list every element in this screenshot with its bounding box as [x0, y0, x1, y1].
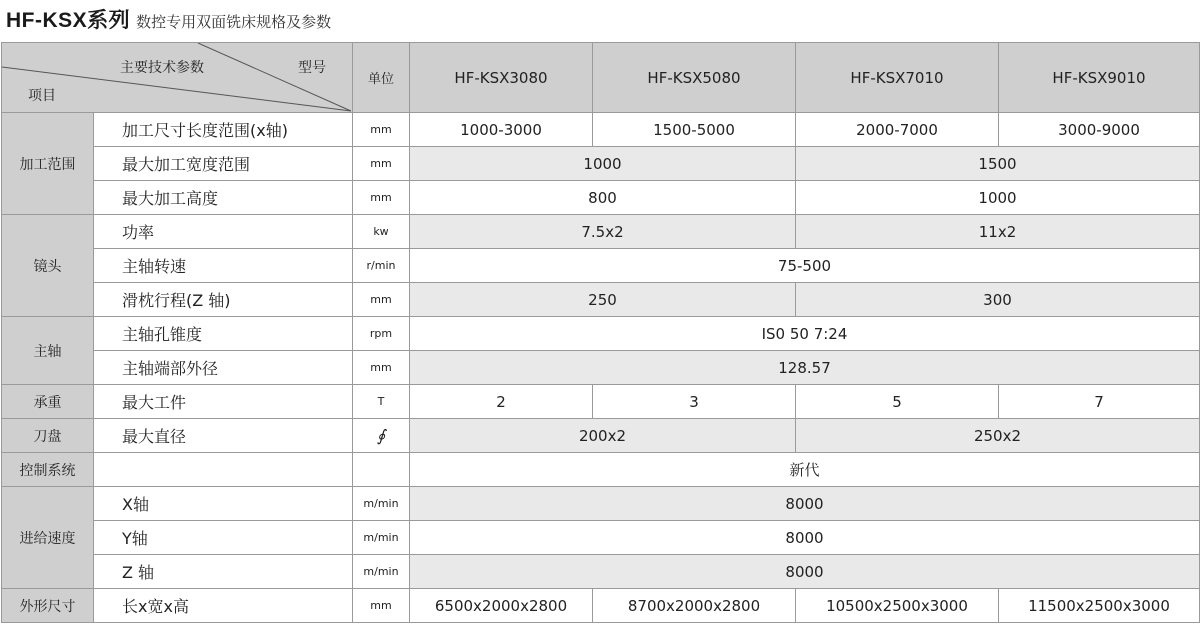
value-cell: 新代: [410, 453, 1200, 487]
item-label: X轴: [94, 487, 353, 521]
value-cell: 1000-3000: [410, 113, 593, 147]
table-row: [2, 589, 1200, 623]
item-label: 主轴端部外径: [94, 351, 353, 385]
item-label: 最大工件: [94, 385, 353, 419]
item-label: 滑枕行程(Z 轴): [94, 283, 353, 317]
item-label: 加工尺寸长度范围(x轴): [94, 113, 353, 147]
table-row: [2, 317, 1200, 351]
table-row: [2, 385, 1200, 419]
table-row: [2, 113, 1200, 147]
series-name: HF-KSX系列: [6, 9, 131, 32]
group-label-head: 镜头: [2, 215, 94, 317]
value-cell: 3000-9000: [999, 113, 1200, 147]
item-label: 主轴转速: [94, 249, 353, 283]
corner-item-label: 项目: [28, 88, 56, 104]
corner-tech-label: 主要技术参数: [120, 60, 204, 76]
value-cell: 2000-7000: [796, 113, 999, 147]
value-cell: 8000: [410, 487, 1200, 521]
unit-cell: mm: [353, 589, 410, 623]
model-header: HF-KSX5080: [593, 43, 796, 113]
table-row: [2, 147, 1200, 181]
group-label-size: 外形尺寸: [2, 589, 94, 623]
value-cell: 250x2: [796, 419, 1200, 453]
model-header: HF-KSX9010: [999, 43, 1200, 113]
unit-cell: mm: [353, 283, 410, 317]
item-label: 长x宽x高: [94, 589, 353, 623]
table-row: [2, 181, 1200, 215]
item-label: 最大加工宽度范围: [94, 147, 353, 181]
value-cell: 8000: [410, 521, 1200, 555]
unit-cell: mm: [353, 113, 410, 147]
corner-model-label: 型号: [298, 60, 326, 76]
table-row: [2, 555, 1200, 589]
item-label: Z 轴: [94, 555, 353, 589]
unit-cell: mm: [353, 147, 410, 181]
model-header: HF-KSX3080: [410, 43, 593, 113]
value-cell: 200x2: [410, 419, 796, 453]
group-label-spindle: 主轴: [2, 317, 94, 385]
unit-cell: m/min: [353, 487, 410, 521]
value-cell: 300: [796, 283, 1200, 317]
diameter-symbol-icon: ∮: [376, 426, 386, 445]
item-label: 最大直径: [94, 419, 353, 453]
group-label-control: 控制系统: [2, 453, 94, 487]
table-row: [2, 521, 1200, 555]
value-cell: 8700x2000x2800: [593, 589, 796, 623]
value-cell: 1000: [410, 147, 796, 181]
unit-cell: mm: [353, 351, 410, 385]
value-cell: 1000: [796, 181, 1200, 215]
unit-header: 单位: [353, 43, 410, 113]
unit-cell: T: [353, 385, 410, 419]
page-title: [6, 4, 331, 36]
unit-cell: m/min: [353, 521, 410, 555]
table-row: [2, 351, 1200, 385]
value-cell: 11x2: [796, 215, 1200, 249]
value-cell: 5: [796, 385, 999, 419]
item-label: 主轴孔锥度: [94, 317, 353, 351]
value-cell: 75-500: [410, 249, 1200, 283]
value-cell: 3: [593, 385, 796, 419]
corner-cell: [2, 43, 353, 113]
unit-cell: mm: [353, 181, 410, 215]
unit-cell: r/min: [353, 249, 410, 283]
item-label: 功率: [94, 215, 353, 249]
value-cell: 7.5x2: [410, 215, 796, 249]
value-cell: 2: [410, 385, 593, 419]
unit-cell: m/min: [353, 555, 410, 589]
item-label: Y轴: [94, 521, 353, 555]
unit-cell: rpm: [353, 317, 410, 351]
table-row: [2, 453, 1200, 487]
value-cell: 8000: [410, 555, 1200, 589]
value-cell: 11500x2500x3000: [999, 589, 1200, 623]
spec-table: [1, 42, 1200, 623]
model-header: HF-KSX7010: [796, 43, 999, 113]
value-cell: IS0 50 7:24: [410, 317, 1200, 351]
group-label-range: 加工范围: [2, 113, 94, 215]
table-row: [2, 419, 1200, 453]
item-label: [94, 453, 353, 487]
value-cell: 10500x2500x3000: [796, 589, 999, 623]
group-label-load: 承重: [2, 385, 94, 419]
value-cell: 1500-5000: [593, 113, 796, 147]
group-label-feed: 进给速度: [2, 487, 94, 589]
item-label: 最大加工高度: [94, 181, 353, 215]
table-row: [2, 215, 1200, 249]
value-cell: 6500x2000x2800: [410, 589, 593, 623]
unit-cell: [353, 419, 410, 453]
value-cell: 800: [410, 181, 796, 215]
table-row: [2, 249, 1200, 283]
table-row: [2, 283, 1200, 317]
value-cell: 7: [999, 385, 1200, 419]
table-header-row: [2, 43, 1200, 113]
series-description: 数控专用双面铣床规格及参数: [136, 13, 332, 31]
unit-cell: kw: [353, 215, 410, 249]
group-label-tool: 刀盘: [2, 419, 94, 453]
value-cell: 250: [410, 283, 796, 317]
unit-cell: [353, 453, 410, 487]
table-row: [2, 487, 1200, 521]
value-cell: 128.57: [410, 351, 1200, 385]
value-cell: 1500: [796, 147, 1200, 181]
